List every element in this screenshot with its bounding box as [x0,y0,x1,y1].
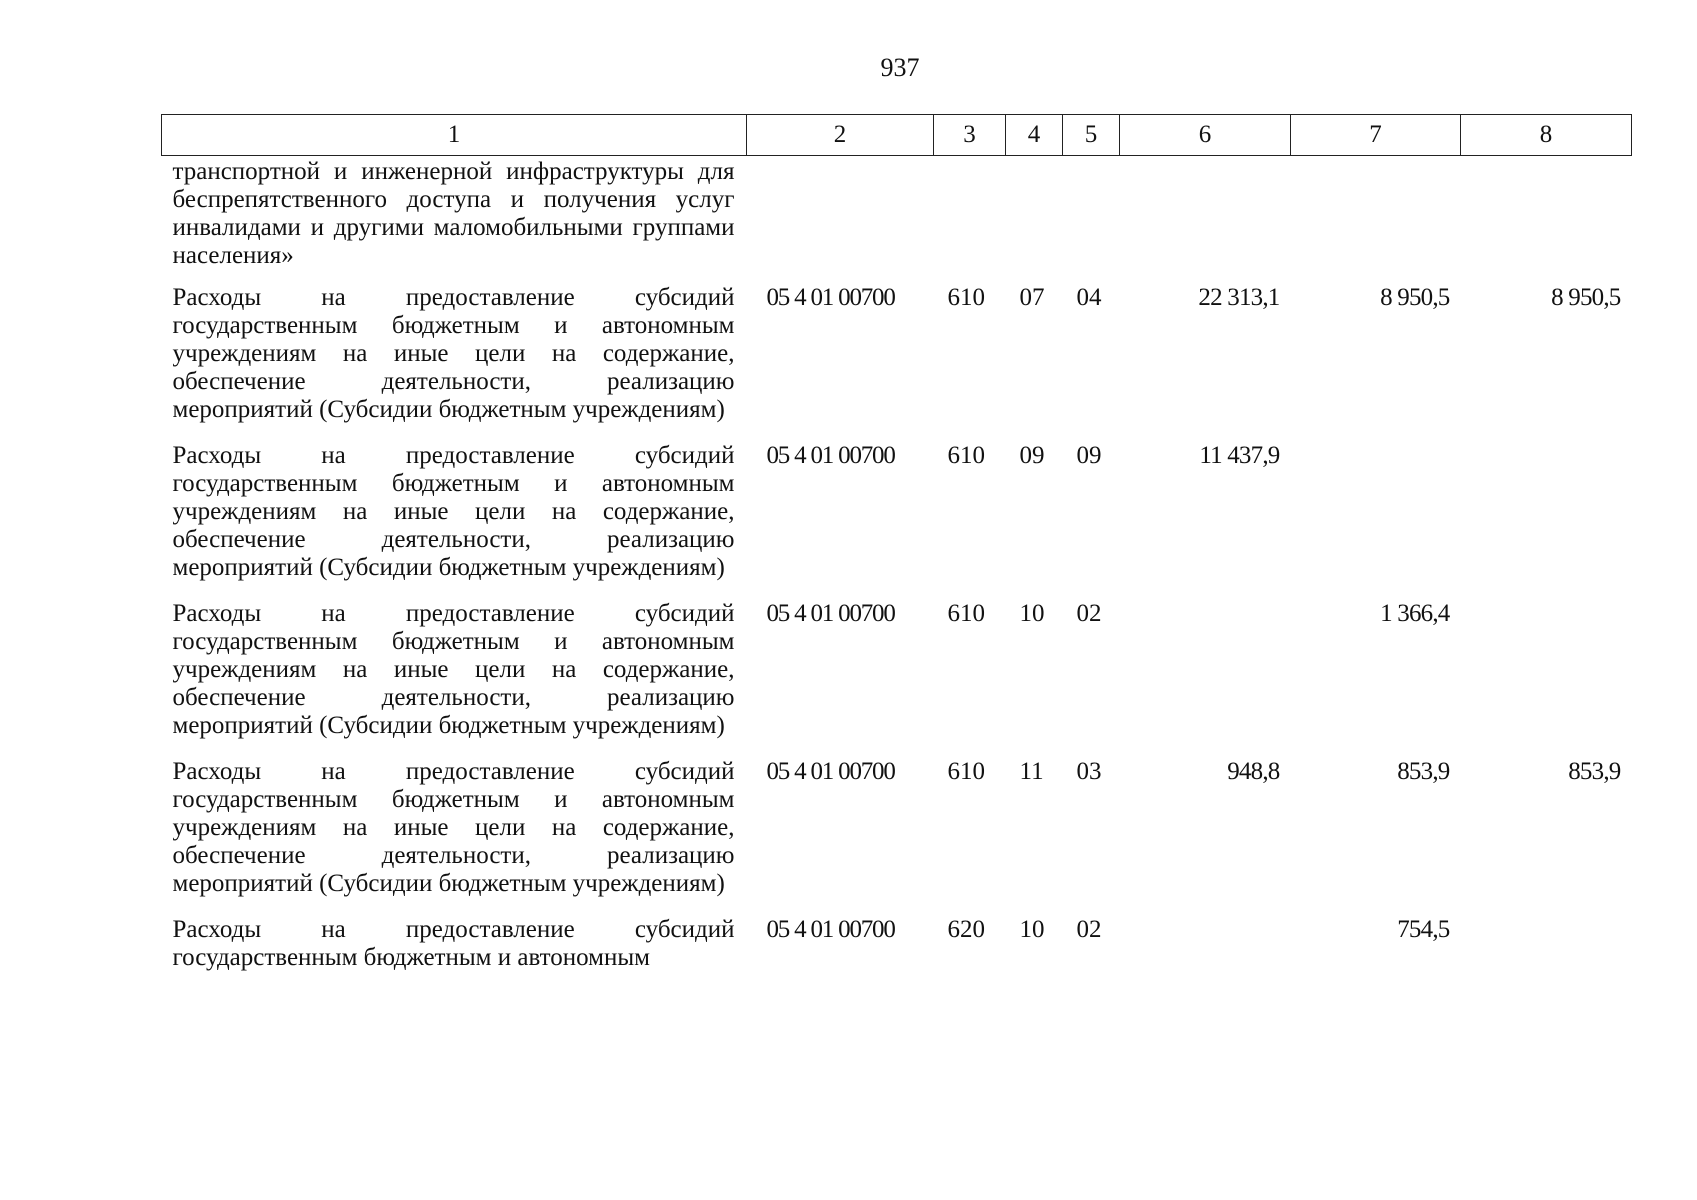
section-code: 10 [1019,600,1045,627]
section-code: 07 [1019,284,1045,311]
section-code: 09 [1019,442,1045,469]
amount-col-8: 8 950,5 [1551,284,1621,311]
amount-col-7: 754,5 [1397,916,1450,943]
expense-type-code: 610 [947,284,985,311]
target-article-code: 05 4 01 00700 [766,758,895,785]
amount-col-7: 8 950,5 [1380,284,1450,311]
table-header-row [162,115,1632,156]
target-article-code: 05 4 01 00700 [766,442,895,469]
amount-col-6: 22 313,1 [1198,284,1280,311]
table-row [162,902,1632,976]
row-description: Расходы на предоставление субсидий государственным бюджетным и автономным учреждениям на иные цели на содержание, обеспечение деятельности, реализацию мероприятий (Субсидии бюджетным учреждениям) [172,442,735,581]
amount-col-6 [1120,902,1291,976]
amount-col-6: 948,8 [1227,758,1280,785]
expense-type-code: 610 [947,600,985,627]
amount-col-8 [1461,428,1632,586]
target-article-code: 05 4 01 00700 [766,916,895,943]
page-number: 937 [880,53,920,82]
column-header: 2 [747,115,934,156]
column-header: 4 [1006,115,1063,156]
column-header: 1 [162,115,747,156]
subsection-code: 04 [1076,284,1102,311]
column-header: 5 [1063,115,1120,156]
row-description: Расходы на предоставление субсидий государственным бюджетным и автономным учреждениям на иные цели на содержание, обеспечение деятельности, реализацию мероприятий (Субсидии бюджетным учреждениям) [172,758,735,897]
amount-col-7: 853,9 [1397,758,1450,785]
row-description: Расходы на предоставление субсидий государственным бюджетным и автономным учреждениям на иные цели на содержание, обеспечение деятельности, реализацию мероприятий (Субсидии бюджетным учреждениям) [172,600,735,739]
table-row [162,156,1632,271]
table-row [162,428,1632,586]
expense-type-code: 610 [947,758,985,785]
row-description: Расходы на предоставление субсидий государственным бюджетным и автономным учреждениям на иные цели на содержание, обеспечение деятельности, реализацию мероприятий (Субсидии бюджетным учреждениям) [172,284,735,423]
table-row [162,270,1632,428]
section-code: 10 [1019,916,1045,943]
continuation-text: транспортной и инженерной инфраструктуры для беспрепятственного доступа и получения услуг инвалидами и другими маломобильными группами населения» [172,158,735,269]
subsection-code: 03 [1076,758,1102,785]
subsection-code: 09 [1076,442,1102,469]
column-header: 3 [934,115,1006,156]
section-code: 11 [1019,758,1044,785]
amount-col-6: 11 437,9 [1199,442,1280,469]
target-article-code: 05 4 01 00700 [766,600,895,627]
amount-col-8: 853,9 [1568,758,1621,785]
amount-col-8 [1461,586,1632,744]
amount-col-7: 1 366,4 [1380,600,1450,627]
amount-col-7 [1291,428,1461,586]
column-header: 8 [1461,115,1632,156]
table-row [162,744,1632,902]
subsection-code: 02 [1076,600,1102,627]
column-header: 6 [1120,115,1291,156]
row-description: Расходы на предоставление субсидий государственным бюджетным и автономным [172,916,735,971]
budget-table [161,114,1632,976]
amount-col-8 [1461,902,1632,976]
table-row [162,586,1632,744]
target-article-code: 05 4 01 00700 [766,284,895,311]
expense-type-code: 620 [947,916,985,943]
amount-col-6 [1120,586,1291,744]
subsection-code: 02 [1076,916,1102,943]
expense-type-code: 610 [947,442,985,469]
column-header: 7 [1291,115,1461,156]
